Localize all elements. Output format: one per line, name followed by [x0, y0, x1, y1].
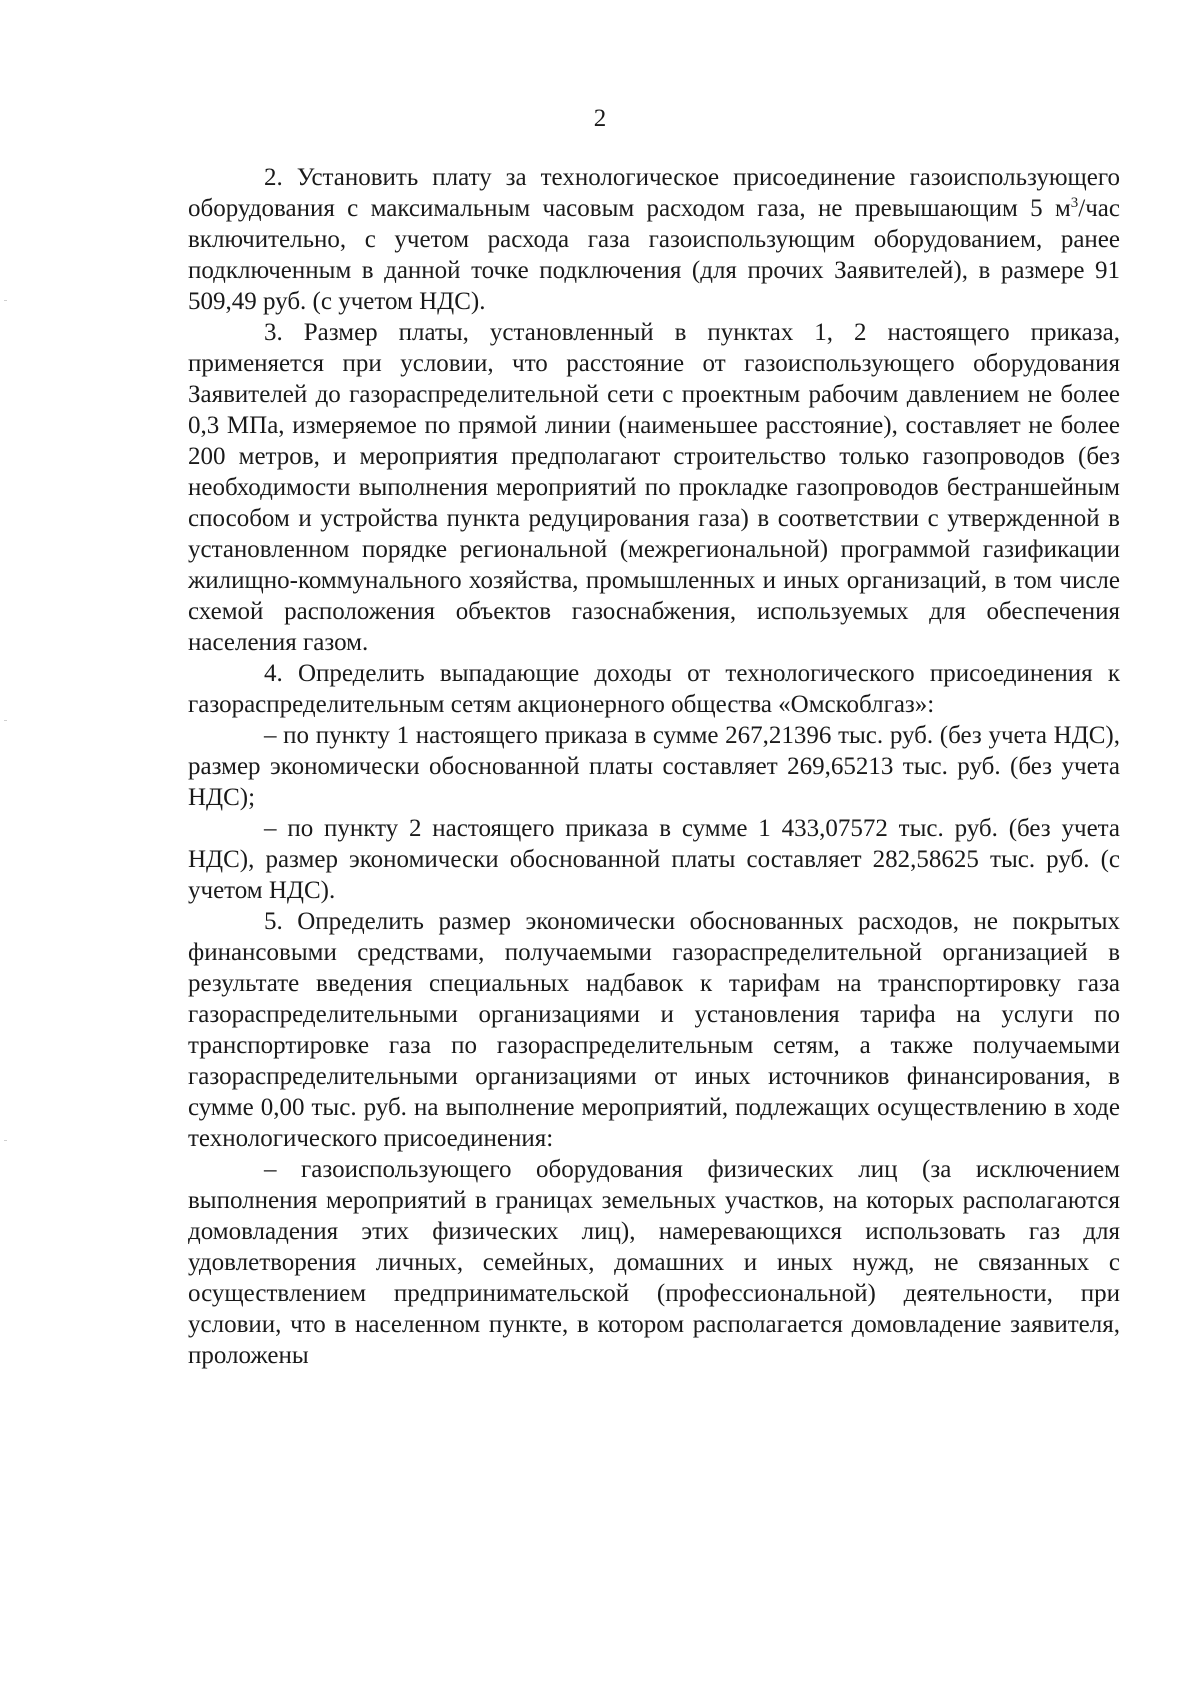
page-number: 2 — [593, 105, 607, 132]
paragraph-2-text-part2: /час включительно, с учетом расхода газа газоиспользующим оборудованием, ранее подключенным в данной точке подключения (для прочих Заявителей), в размере 91 509,49 руб. (с учетом НДС). — [188, 195, 1120, 315]
paragraph-5-item-1: – газоиспользующего оборудования физических лиц (за исключением выполнения мероприятий в границах земельных участков, на которых располагаются домовладения этих физических лиц), намеревающихся использовать газ для удовлетворения личных, семейных, домашних и иных нужд, не связанных с осуществлением предпринимательской (профессиональной) деятельности, при условии, что в населенном пункте, в котором располагается домовладение заявителя, проложены — [188, 1156, 1120, 1369]
paragraph-2 — [188, 162, 1120, 317]
paragraph-4: 4. Определить выпадающие доходы от технологического присоединения к газораспределительным сетям акционерного общества «Омскоблгаз»: — [188, 660, 1120, 718]
paragraph-4-item-2: – по пункту 2 настоящего приказа в сумме 1 433,07572 тыс. руб. (без учета НДС), размер экономически обоснованной платы составляет 282,58625 тыс. руб. (с учетом НДС). — [188, 815, 1120, 904]
paragraph-5: 5. Определить размер экономически обоснованных расходов, не покрытых финансовыми средствами, получаемыми газораспределительной организацией в результате введения специальных надбавок к тарифам на транспортировку газа газораспределительными организациями и установления тарифа на услуги по транспортировке газа по газораспределительным сетям, а также получаемыми газораспределительными организациями от иных источников финансирования, в сумме 0,00 тыс. руб. на выполнение мероприятий, подлежащих осуществлению в ходе технологического присоединения: — [188, 908, 1120, 1152]
cubic-superscript: 3 — [1070, 195, 1079, 211]
document-body — [188, 162, 1120, 1371]
scan-edge-mark — [4, 720, 7, 721]
paragraph-2-text-part1: 2. Установить плату за технологическое присоединение газоиспользующего оборудования с максимальным часовым расходом газа, не превышающим 5 м — [188, 164, 1120, 222]
scan-edge-mark — [4, 300, 7, 301]
paragraph-3: 3. Размер платы, установленный в пунктах 1, 2 настоящего приказа, применяется при условии, что расстояние от газоиспользующего оборудования Заявителей до газораспределительной сети с проектным рабочим давлением не более 0,3 МПа, измеряемое по прямой линии (наименьшее расстояние), составляет не более 200 метров, и мероприятия предполагают строительство только газопроводов (без необходимости выполнения мероприятий по прокладке газопроводов бестраншейным способом и устройства пункта редуцирования газа) в соответствии с утвержденной в установленном порядке региональной (межрегиональной) программой газификации жилищно-коммунального хозяйства, промышленных и иных организаций, в том числе схемой расположения объектов газоснабжения, используемых для обеспечения населения газом. — [188, 319, 1120, 656]
scan-edge-mark — [4, 1140, 7, 1141]
paragraph-4-item-1: – по пункту 1 настоящего приказа в сумме 267,21396 тыс. руб. (без учета НДС), размер экономически обоснованной платы составляет 269,65213 тыс. руб. (без учета НДС); — [188, 722, 1120, 811]
